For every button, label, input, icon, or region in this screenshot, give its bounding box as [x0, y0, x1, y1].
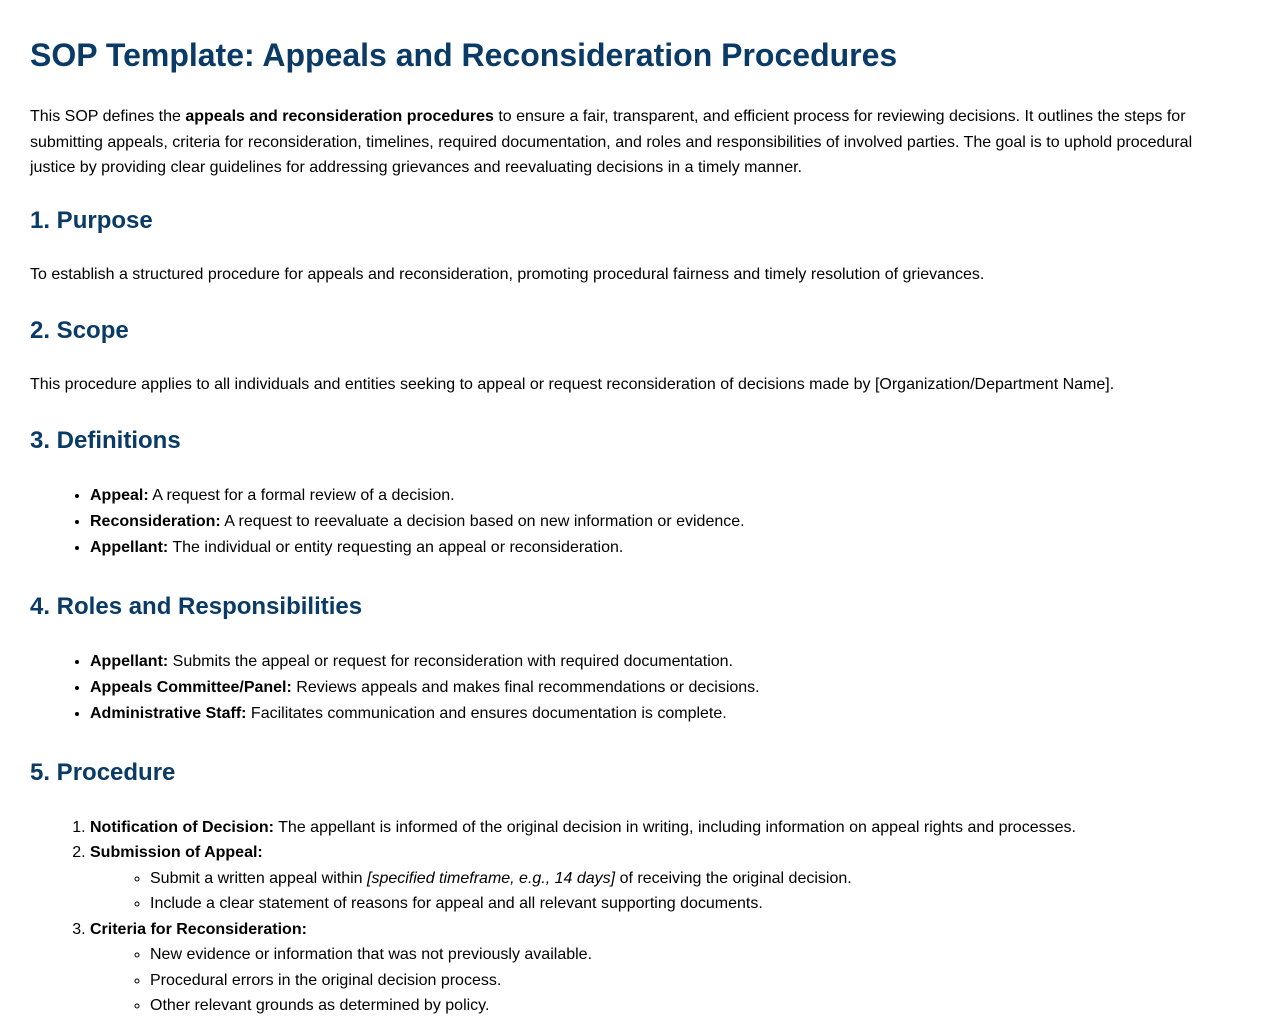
roles-heading: 4. Roles and Responsibilities [30, 592, 363, 620]
roles-list [30, 649, 1233, 727]
scope-heading: 2. Scope [30, 316, 129, 344]
definition-term: Appeal: [90, 486, 149, 504]
procedure-step [90, 840, 1233, 917]
role-text: Reviews appeals and makes final recommendations or decisions. [291, 678, 760, 696]
list-item [90, 649, 1233, 675]
procedure-step [90, 917, 1233, 1019]
step-term: Criteria for Reconsideration: [90, 920, 307, 938]
list-item: ◦ New evidence or information that was not previously available. [150, 942, 1233, 968]
list-item [150, 866, 1233, 892]
definitions-heading: 3. Definitions [30, 426, 181, 454]
step-term: Notification of Decision: [90, 818, 274, 836]
role-text: Submits the appeal or request for reconsideration with required documentation. [168, 652, 733, 670]
intro-bold-text: appeals and reconsideration procedures [185, 108, 494, 125]
sub-italic-text: [specified timeframe, e.g., 14 days] [367, 869, 616, 887]
step-term: Submission of Appeal: [90, 844, 263, 861]
page-title: SOP Template: Appeals and Reconsideration Procedures [30, 37, 898, 73]
intro-paragraph [30, 104, 1233, 181]
list-item: ◦ Procedural errors in the original decision process. [150, 968, 1233, 994]
role-term: Administrative Staff: [90, 704, 247, 722]
definition-term: Reconsideration: [90, 512, 221, 530]
role-term: Appellant: [90, 652, 169, 670]
sub-list [90, 866, 1233, 917]
definition-term: Appellant: [90, 538, 169, 556]
procedure-step [90, 815, 1233, 841]
procedure-list [30, 815, 1233, 1019]
list-item [90, 483, 1233, 509]
list-item: ◦ Include a clear statement of reasons for appeal and all relevant supporting documents. [150, 891, 1233, 917]
definition-text: The individual or entity requesting an appeal or reconsideration. [168, 538, 624, 556]
definition-text: A request to reevaluate a decision based on new information or evidence. [220, 512, 745, 530]
list-item: ◦ Other relevant grounds as determined by policy. [150, 993, 1233, 1019]
procedure-heading: 5. Procedure [30, 758, 176, 786]
purpose-heading: 1. Purpose [30, 206, 153, 234]
sub-text: Submit a written appeal within [150, 869, 367, 887]
list-item [90, 509, 1233, 535]
list-item [90, 675, 1233, 701]
scope-text: This procedure applies to all individuals and entities seeking to appeal or request reconsideration of decisions made by [Organization/Department Name]. [30, 375, 1115, 393]
definitions-list [30, 483, 1233, 561]
intro-text-start: This SOP defines the [30, 108, 186, 125]
definition-text: A request for a formal review of a decision. [148, 486, 455, 504]
list-item [90, 535, 1233, 561]
intro-text-end: to ensure a fair, transparent, and efficient process for reviewing decisions. It outlines the steps for submitting appeals, criteria for reconsideration, timelines, required documentation, and roles and responsibilities of involved parties. The goal is to uphold procedural justice by providing clear guidelines for addressing grievances and reevaluating decisions in a timely manner. [30, 108, 1193, 176]
sub-list [90, 942, 1233, 1019]
purpose-text: To establish a structured procedure for appeals and reconsideration, promoting procedural fairness and timely resolution of grievances. [30, 265, 985, 283]
list-item [90, 701, 1233, 727]
role-text: Facilitates communication and ensures documentation is complete. [246, 704, 727, 722]
role-term: Appeals Committee/Panel: [90, 678, 292, 696]
sub-text: of receiving the original decision. [615, 869, 852, 887]
step-text: The appellant is informed of the original decision in writing, including information on appeal rights and processes. [274, 818, 1076, 836]
